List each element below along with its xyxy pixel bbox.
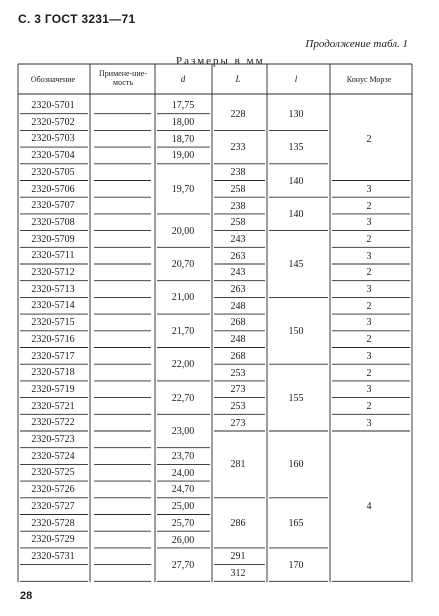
designation-cell: 2320-5722 [31,417,75,429]
designation-cell: 2320-5702 [31,116,75,128]
L-value-cell: 291 [230,551,246,563]
designation-cell: 2320-5729 [31,534,75,546]
d-value-cell: 25,00 [171,501,195,513]
d-value-cell: 20,70 [171,259,195,270]
L-value-cell: 263 [230,284,246,296]
column-header-d: d [180,74,186,84]
page-header: С. 3 ГОСТ 3231—71 [18,12,136,26]
designation-cell: 2320-5725 [31,467,75,479]
designation-cell: 2320-5719 [31,383,75,395]
L-value-cell: 263 [230,250,246,262]
d-value-cell: 18,70 [171,133,195,145]
l-value-cell: 135 [288,142,304,154]
L-value-cell: 253 [230,400,246,412]
d-value-cell: 17,75 [171,100,195,112]
morse-cone-cell: 3 [366,384,372,396]
designation-cell: 2320-5727 [31,500,75,512]
morse-cone-cell: 3 [366,250,372,262]
designation-cell: 2320-5721 [31,400,75,412]
designation-cell: 2320-5724 [31,450,75,462]
designation-cell: 2320-5706 [31,183,75,195]
l-value-cell: 145 [288,259,304,270]
designation-cell: 2320-5709 [31,233,75,245]
d-value-cell: 23,00 [171,426,195,437]
d-value-cell: 25,70 [171,517,195,529]
designation-cell: 2320-5712 [31,267,75,278]
page-number: 28 [20,590,33,602]
L-value-cell: 233 [230,142,246,154]
designation-cell: 2320-5718 [31,367,75,379]
d-value-cell: 19,70 [171,183,195,195]
designation-cell: 2320-5726 [31,484,75,496]
d-value-cell: 19,00 [171,150,195,162]
designation-cell: 2320-5714 [31,300,75,312]
l-value-cell: 140 [288,175,304,187]
column-header-application: Примене-ние-мость [99,69,147,87]
L-value-cell: 248 [230,334,246,346]
designation-cell: 2320-5703 [31,133,75,145]
L-value-cell: 258 [230,183,246,195]
L-value-cell: 286 [230,517,246,529]
d-value-cell: 22,70 [171,392,195,404]
l-value-cell: 130 [288,108,304,120]
morse-cone-cell: 2 [366,334,372,346]
L-value-cell: 273 [230,417,246,429]
L-value-cell: 243 [230,267,246,279]
L-value-cell: 228 [230,108,246,120]
d-value-cell: 22,00 [171,359,195,371]
L-value-cell: 268 [230,317,246,329]
morse-cone-cell: 2 [366,367,372,379]
designation-cell: 2320-5715 [31,317,75,329]
column-header-l: l [294,74,298,84]
d-value-cell: 21,70 [171,325,195,337]
designation-cell: 2320-5705 [31,166,75,178]
designation-cell: 2320-5713 [31,283,75,295]
l-value-cell: 155 [288,392,304,404]
morse-cone-cell: 2 [366,133,372,145]
d-value-cell: 26,00 [171,534,195,546]
L-value-cell: 258 [230,217,246,229]
morse-cone-cell: 2 [366,267,372,279]
L-value-cell: 253 [230,367,246,379]
l-value-cell: 165 [288,517,304,529]
L-value-cell: 248 [230,300,246,312]
column-header-L: L [235,74,241,84]
morse-cone-cell: 3 [366,317,372,329]
d-value-cell: 21,00 [171,292,195,304]
d-value-cell: 24,00 [171,467,195,479]
L-value-cell: 273 [230,384,246,396]
L-value-cell: 312 [230,567,246,579]
morse-cone-cell: 2 [366,233,372,245]
morse-cone-cell: 3 [366,183,372,195]
L-value-cell: 268 [230,350,246,362]
designation-cell: 2320-5704 [31,150,75,162]
designation-cell: 2320-5717 [31,350,75,362]
column-header-designation: Обозначение [30,75,76,84]
morse-cone-cell: 3 [366,417,372,429]
L-value-cell: 243 [230,233,246,245]
column-header-morse-cone: Конус Морзе [346,75,392,84]
morse-cone-cell: 3 [366,217,372,229]
l-value-cell: 140 [288,208,304,220]
d-value-cell: 27,70 [171,559,195,571]
d-value-cell: 24,70 [171,484,195,496]
L-value-cell: 238 [230,200,246,212]
morse-cone-cell: 2 [366,400,372,412]
d-value-cell: 23,70 [171,451,195,463]
table-continuation-label: Продолжение табл. 1 [305,38,408,50]
morse-cone-cell: 2 [366,200,372,212]
morse-cone-cell: 3 [366,284,372,296]
designation-cell: 2320-5701 [31,100,75,111]
l-value-cell: 170 [288,559,304,571]
units-caption: Размеры в мм [176,55,265,67]
morse-cone-cell: 4 [366,501,372,513]
designation-cell: 2320-5708 [31,216,75,228]
designation-cell: 2320-5728 [31,517,75,529]
designation-cell: 2320-5707 [31,200,75,212]
d-value-cell: 18,00 [171,117,195,129]
l-value-cell: 150 [288,325,304,337]
morse-cone-cell: 3 [366,350,372,362]
designation-cell: 2320-5723 [31,434,75,445]
l-value-cell: 160 [288,459,304,471]
d-value-cell: 20,00 [171,225,195,237]
L-value-cell: 281 [230,459,246,471]
L-value-cell: 238 [230,167,246,179]
designation-cell: 2320-5731 [31,550,75,562]
designation-cell: 2320-5711 [31,250,75,262]
morse-cone-cell: 2 [366,300,372,312]
designation-cell: 2320-5716 [31,333,75,345]
